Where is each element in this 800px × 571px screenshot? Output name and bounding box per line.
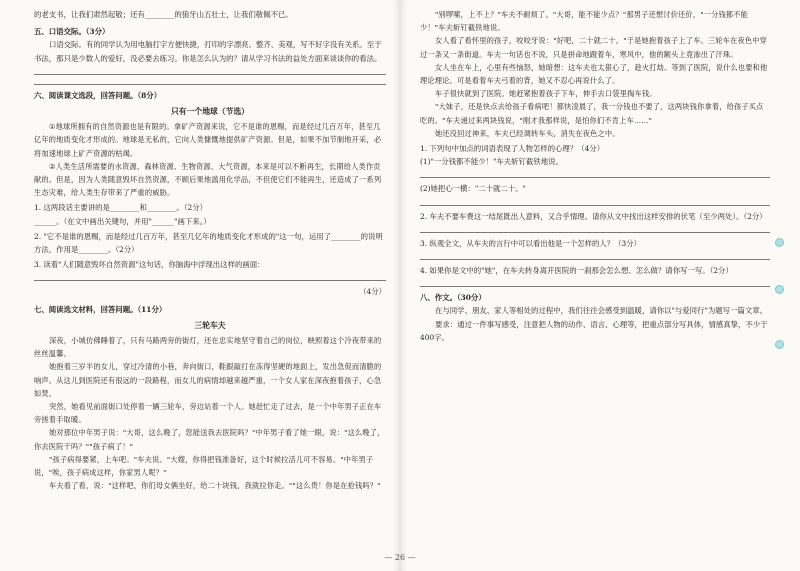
passage-2-para-5: "孩子病得要紧，上车吧。"车夫说。"大嫂，你得把钱准备好，这个时候拉活儿可不容易。"中年男子说，"唉，孩子病成这样，你家男人呢？" bbox=[34, 454, 374, 478]
passage-2-para-4: 她对那位中年男子说："大哥，这么晚了，您能送我去医院吗？"中年男子看了她一眼，说："这么晚了，你去医院干吗？""孩子病了！" bbox=[34, 428, 385, 451]
left-column bbox=[34, 8, 386, 493]
passage-2-title: 三轮车夫 bbox=[194, 320, 226, 330]
intro-line: 的老支书，让我们肃然起敬；还有________的狼牙山五壮士，让我们敬佩不已。 bbox=[34, 10, 293, 19]
passage-2-para-3: 突然，她看见前面街口处停着一辆三轮车，旁边站着一个人。她赶忙走了过去，是一个中年男子正在车旁搓着手取暖。 bbox=[34, 402, 382, 425]
section-5-text: 口语交际。有的同学认为用电脑打字方便快捷，打印的字漂亮、整齐、美观，写不好字没有关系。至于书法，那只是少数人的爱好，没必要去练习。你是怎么认为的？请从学习书法的益处方面来谈谈你的看法。 bbox=[34, 40, 382, 63]
passage-2-para-9: 女人坐在车上，心里有些恼怒，她暗想：这车夫也太狠心了，趁火打劫。等到了医院，说什么也要和他理论理论。可是看着车夫弓着的背，她又不忍心再说什么了。 bbox=[420, 62, 768, 86]
question-6-1: 1. 这两段话主要讲的是________和________。（2分） bbox=[34, 203, 207, 213]
question-7-1a: (1)"一分钱都不能少！"车夫斩钉截铁地说。 bbox=[420, 157, 563, 167]
section-8-text: 在与同学、朋友、家人等相处的过程中，我们往往会感受到温暖，请你以"与爱同行"为题写一篇文章。 bbox=[435, 306, 767, 316]
answer-line[interactable] bbox=[420, 177, 770, 178]
passage-1-para-2: ②人类生活所需要的水资源、森林资源、生物资源、大气资源，本来是可以不断再生，长期给人类作贡献的。但是，因为人类随意毁坏自然资源，不顾后果地滥用化学品，不但使它们不能再生，还造成了一系列生态灾难，给人类生存带来了严重的威胁。 bbox=[34, 161, 382, 198]
section-7-title: 七、阅读选文材料，回答问题。（11分） bbox=[34, 304, 167, 314]
section-6-title: 六、阅读课文选段，回答问题。（8分） bbox=[34, 90, 162, 100]
section-5-title: 五、口语交际。（3分） bbox=[34, 27, 110, 37]
question-6-1b: ______。（在文中画出关键句，并用"______"画下来。） bbox=[34, 216, 211, 226]
passage-2-para-10: 车子很快就到了医院。她赶紧抱着孩子下车，伸手去口袋里掏车钱。 bbox=[435, 89, 657, 99]
passage-2-para-2: 她抱着三岁半的女儿，穿过冷清的小巷，奔向街口，鞋跟敲打在冻得坚硬的地面上，发出急促而清脆的响声。从这儿到医院还有很远的一段路程，而女儿的病情却越来越严重，一个女人家在深夜抱着孩子，心急如焚。 bbox=[34, 362, 382, 398]
passage-2-para-11: "大妹子，还是快点去给孩子看病吧！都快凌晨了，我一分钱也不要了，这两块钱你拿着，给孩子买点吃的。"车夫递过来两块钱说，"刚才我那样说，是怕你们不肯上车……" bbox=[420, 102, 764, 125]
passage-2-para-6: 车夫看了看，说："这样吧，你们母女俩坐好，给二十块钱，我就拉你走。""这么贵！你是在抢钱吗？" bbox=[49, 481, 381, 491]
passage-2-para-1: 深夜，小城仿佛睡着了，只有马路两旁的街灯，还在忠实地坚守着自己的岗位，映照着这个冷夜带来的丝丝温馨。 bbox=[34, 336, 382, 359]
passage-2-para-7: "别啰嗦，上不上？"车夫不耐烦了。"大哥，能不能少点？"那男子还想讨价还价，"一分钱都不能少！"车夫斩钉截铁地说。 bbox=[420, 10, 749, 33]
passage-2-para-12: 她还没回过神来，车夫已经调转车头，消失在夜色之中。 bbox=[435, 128, 620, 138]
score-label: （4分） bbox=[359, 287, 386, 297]
binding-hole-marker bbox=[775, 238, 784, 247]
passage-1-para-1: ①地球所拥有的自然资源也是有限的。拿矿产资源来说，它不是谁的恩赐，而是经过几百万年，甚至几亿年的地质变化才形成的。地球是无私的，它向人类慷慨地提供矿产资源。但是，如果不加节制地开采，必将加速地球上矿产资源的枯竭。 bbox=[34, 122, 382, 158]
answer-line[interactable] bbox=[34, 74, 386, 75]
question-7-2: 2. 车夫不要车费这一结尾既出人意料，又合乎情理。请你从文中找出这样安排的伏笔（至少两处）。（2分） bbox=[420, 211, 767, 221]
question-7-1: 1. 下列句中加点的词语表现了人物怎样的心理？（4分） bbox=[420, 144, 605, 154]
passage-2-para-8: 女人看了看怀里的孩子，咬咬牙说："好吧，二十就二十。"于是她抱着孩子上了车。三轮车在夜色中穿过一条又一条街道。车夫一句话也不说，只是拼命地蹬着车，寒风中，他的额头上竟渗出了汗珠。 bbox=[420, 36, 768, 59]
binding-hole-marker bbox=[775, 285, 784, 294]
question-7-4: 4. 如果你是文中的"她"，在车夫转身离开医院的一刹那会怎么想、怎么做？请你写一写。（2分） bbox=[420, 266, 733, 276]
question-6-3: 3. 读着"人们随意毁坏自然资源"这句话，你脑海中浮现出这样的画面： bbox=[34, 260, 265, 270]
answer-line[interactable] bbox=[34, 84, 386, 85]
page-number: — 26 — bbox=[384, 553, 416, 562]
answer-line[interactable] bbox=[420, 286, 770, 287]
binding-hole-marker bbox=[775, 340, 784, 349]
answer-line[interactable] bbox=[420, 232, 770, 233]
right-column bbox=[420, 8, 770, 344]
answer-line[interactable] bbox=[420, 259, 770, 260]
question-7-1b: (2)她把心一横："二十就二十。" bbox=[420, 184, 526, 194]
answer-line[interactable] bbox=[34, 280, 386, 281]
passage-1-title: 只有一个地球（节选） bbox=[171, 107, 249, 117]
answer-line[interactable] bbox=[420, 205, 770, 206]
section-8-title: 八、作文。（30分） bbox=[420, 293, 486, 303]
question-7-3: 3. 纵观全文，从车夫的言行中可以看出他是一个怎样的人？（3分） bbox=[420, 238, 642, 248]
section-8-requirements: 要求：通过一件事写感受，注意把人物的动作、语言、心理等，把重点部分写具体，情感真挚，不少于400字。 bbox=[420, 319, 768, 342]
question-6-2: 2. "它不是谁的恩赐，而是经过几百万年，甚至几亿年的地质变化才形成的"这一句，运用了________的说明方法，作用是________。（2分） bbox=[34, 231, 383, 255]
